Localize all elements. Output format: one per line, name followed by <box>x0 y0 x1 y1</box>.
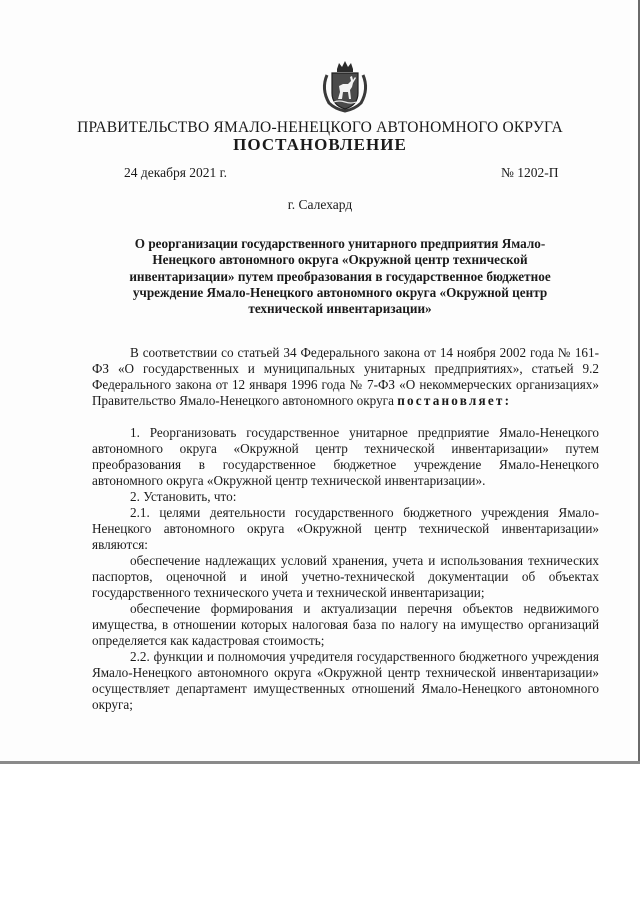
document-number: № 1202-П <box>501 165 559 180</box>
document-subject: О реорганизации государственного унитарного предприятия Ямало-Ненецкого автономного округа «Окружной центр технической инвентаризации» путем преобразования в государственное бюджетное учреждение Ямало-Ненецкого автономного округа «Окружной центр технической инвентаризации» <box>129 236 551 317</box>
preamble-paragraph <box>92 345 599 409</box>
government-title: ПРАВИТЕЛЬСТВО ЯМАЛО-НЕНЕЦКОГО АВТОНОМНОГО ОКРУГА <box>77 119 563 136</box>
document-date: 24 декабря 2021 г. <box>124 165 228 180</box>
clause-1: 1. Реорганизовать государственное унитарное предприятие Ямало-Ненецкого автономного округа «Окружной центр технической инвентаризации» путем преобразования в государственное бюджетное учреждение Ямало-Ненецкого автономного округа «Окружной центр технической инвентаризации». <box>92 425 599 488</box>
clause-2: 2. Установить, что: <box>130 489 237 504</box>
clause-2-1-item-b: обеспечение формирования и актуализации перечня объектов недвижимого имущества, в отношении которых налоговая база по налогу на имущество организаций определяется как кадастровая стоимость; <box>92 601 599 648</box>
document-body <box>92 345 599 713</box>
scan-edge <box>0 761 640 764</box>
clause-2-2: 2.2. функции и полномочия учредителя государственного бюджетного учреждения Ямало-Ненецкого автономного округа «Окружной центр технической инвентаризации» осуществляет департамент имущественных отношений Ямало-Ненецкого автономного округа; <box>92 649 599 712</box>
resolves-word: постановляет: <box>397 393 512 408</box>
issue-city: г. Салехард <box>287 197 353 212</box>
document-type-heading: ПОСТАНОВЛЕНИЕ <box>233 135 407 154</box>
coat-of-arms-icon <box>317 59 373 115</box>
preamble-text: В соответствии со статьей 34 Федерального закона от 14 ноября 2002 года № 161-ФЗ «О государственных и муниципальных унитарных предприятиях», статьей 9.2 Федерального закона от 12 января 1996 года № 7-ФЗ «О некоммерческих организациях» Правительство Ямало-Ненецкого автономного округа <box>92 345 599 408</box>
clause-2-1: 2.1. целями деятельности государственного бюджетного учреждения Ямало-Ненецкого автономного округа «Окружной центр технической инвентаризации» являются: <box>92 505 599 552</box>
clause-2-1-item-a: обеспечение надлежащих условий хранения, учета и использования технических паспортов, оценочной и иной учетно-технической документации об объектах государственного технического учета и технической инвентаризации; <box>92 553 599 600</box>
